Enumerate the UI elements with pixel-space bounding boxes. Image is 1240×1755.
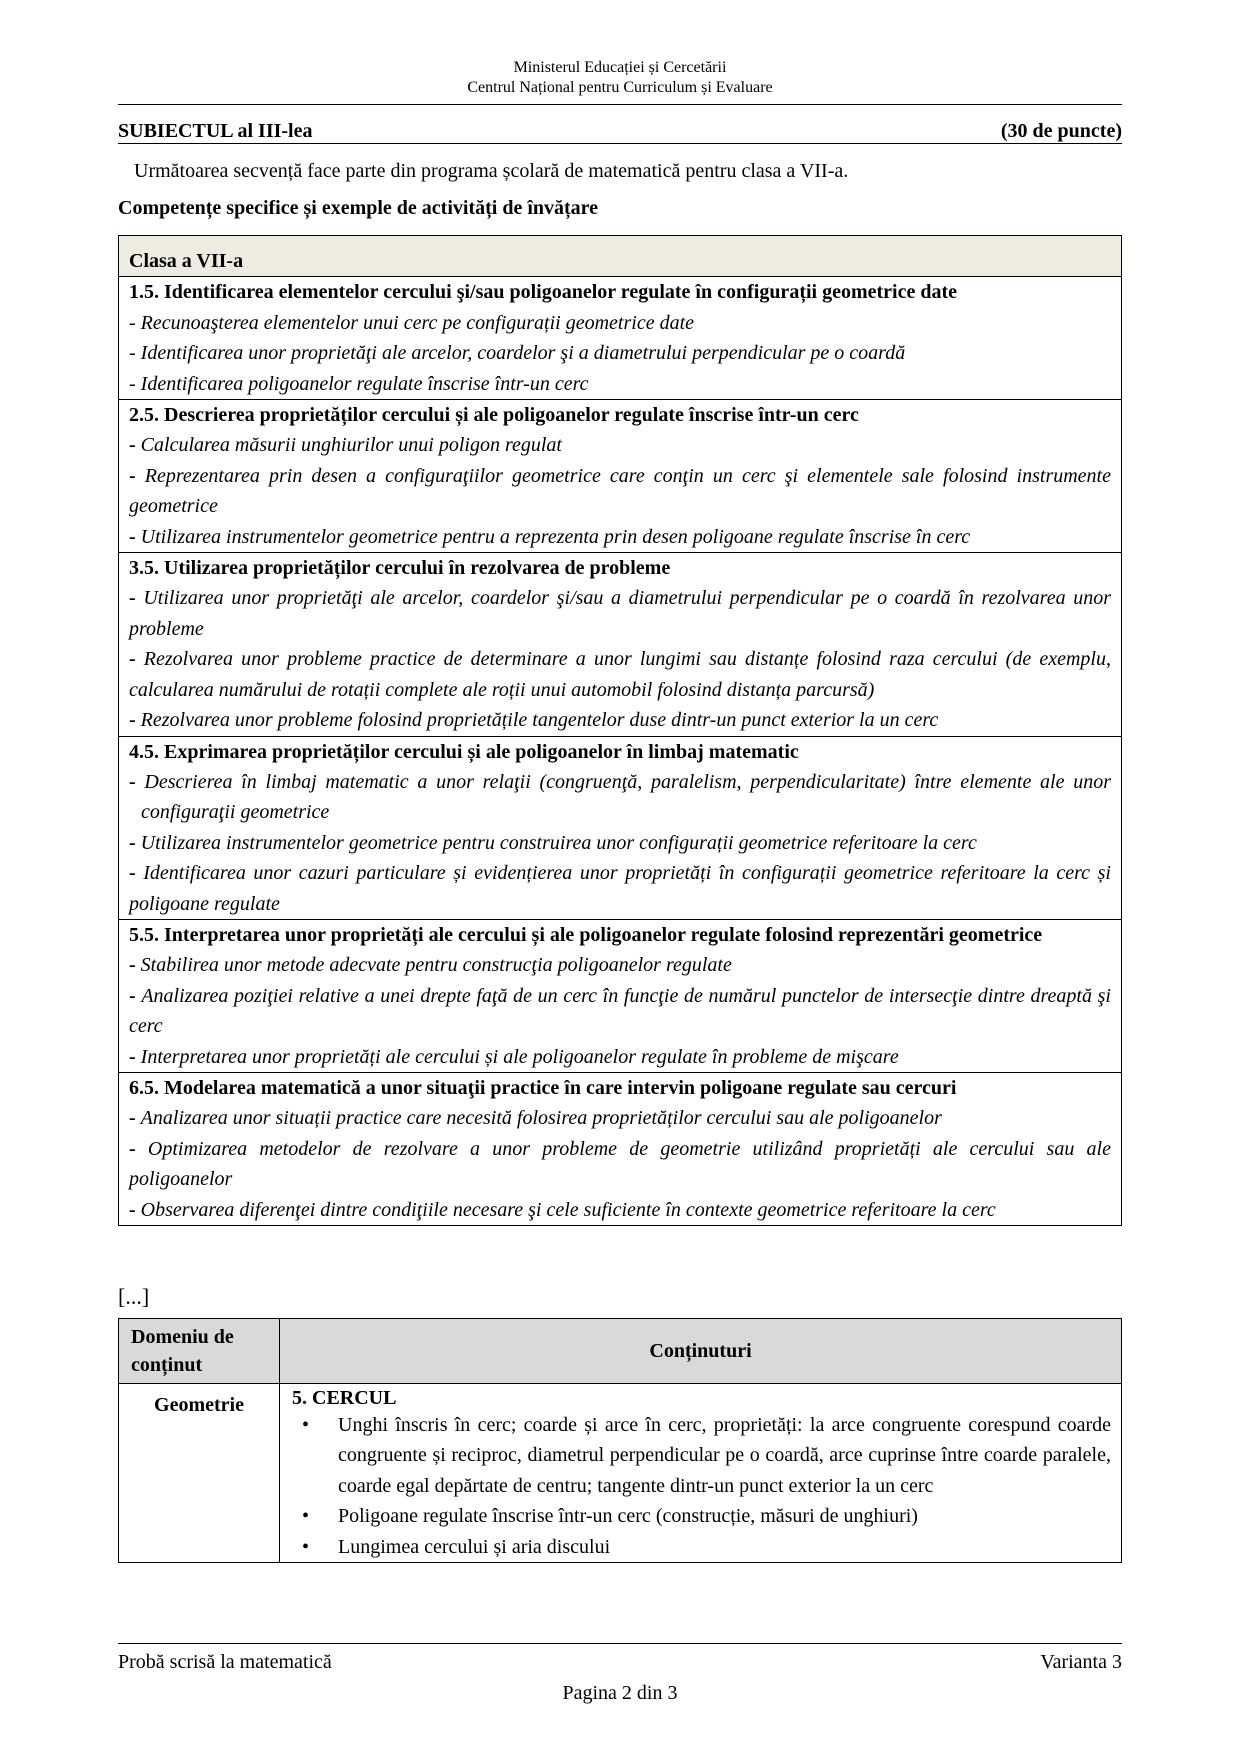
page-number: Pagina 2 din 3 <box>562 1682 678 1704</box>
activity-item: - Calcularea măsurii unghiurilor unui poligon regulat <box>129 434 562 457</box>
competences-title: Competențe specifice și exemple de activități de învățare <box>118 197 599 219</box>
competence-title: 3.5. Utilizarea proprietăților cercului în rezolvarea de probleme <box>129 557 671 580</box>
content-list-item: • Unghi înscris în cerc; coarde și arce în cerc, proprietăți: la arce congruente corespund coarde congruente și reciproc, diametrul perpendicular pe o coardă, arce cuprinse între coarde paralele, coarde egal depărtate de centru; tangente dintr-un punct exterior la un cerc <box>338 1410 1111 1501</box>
activity-item: - Identificarea unor proprietăţi ale arcelor, coardelor şi a diametrului perpendicular pe o coardă <box>129 342 906 365</box>
competence-group <box>119 400 1122 553</box>
activity-item: - Descrierea în limbaj matematic a unor relaţii (congruenţă, paralelism, perpendicularitate) între elemente ale unor configuraţii geometrice <box>129 770 1111 824</box>
activity-item: - Analizarea unor situații practice care necesită folosirea proprietăților cercului sau ale poligoanelor <box>129 1107 942 1130</box>
activity-item: - Observarea diferenţei dintre condiţiile necesare şi cele suficiente în contexte geometrice referitoare la cerc <box>129 1198 996 1221</box>
footer-divider <box>118 1643 1122 1644</box>
page-header <box>118 58 1122 98</box>
subject-title: SUBIECTUL al III-lea <box>118 120 313 142</box>
intro-text: Următoarea secvență face parte din programa școlară de matematică pentru clasa a VII-a. <box>134 160 849 182</box>
activity-item: - Identificarea unor cazuri particulare și evidențierea unor proprietăți în configurații geometrice referitoare la cerc și poligoane regulate <box>129 862 1111 915</box>
competence-title: 6.5. Modelarea matematică a unor situaţii practice în care intervin poligoane regulate sau cercuri <box>129 1076 957 1099</box>
competences-table-header: Clasa a VII-a <box>119 236 1122 277</box>
competence-group <box>119 736 1122 919</box>
activity-item: - Analizarea poziţiei relative a unei drepte faţă de un cerc în funcţie de numărul punctelor de intersecţie dintre dreaptă şi cerc <box>129 984 1111 1038</box>
header-divider <box>118 104 1122 105</box>
content-list <box>292 1410 1111 1562</box>
content-domain: Geometrie <box>119 1384 280 1563</box>
content-section-title: 5. CERCUL <box>292 1387 397 1409</box>
content-table <box>118 1318 1122 1563</box>
footer-exam-name: Probă scrisă la matematică <box>118 1651 332 1673</box>
subject-heading <box>118 119 1122 144</box>
competence-title: 4.5. Exprimarea proprietăților cercului și ale poligoanelor în limbaj matematic <box>129 740 799 763</box>
footer-variant: Varianta 3 <box>1040 1651 1122 1673</box>
content-items-header: Conținuturi <box>280 1319 1122 1384</box>
competence-title: 5.5. Interpretarea unor proprietăți ale cercului și ale poligoanelor regulate folosind reprezentări geometrice <box>129 923 1043 946</box>
activity-item: - Rezolvarea unor probleme folosind proprietățile tangentelor duse dintr-un punct exterior la un cerc <box>129 709 939 732</box>
ministry-name: Ministerul Educației și Cercetării <box>513 59 727 76</box>
activity-item: - Identificarea poligoanelor regulate înscrise într-un cerc <box>129 372 589 395</box>
content-domain-header: Domeniu de conținut <box>119 1319 280 1384</box>
activity-item: - Stabilirea unor metode adecvate pentru construcţia poligoanelor regulate <box>129 954 732 977</box>
competence-title: 2.5. Descrierea proprietăților cercului și ale poligoanelor regulate înscrise într-un cerc <box>129 404 859 427</box>
activity-item: - Rezolvarea unor probleme practice de determinare a unor lungimi sau distanțe folosind raza cercului (de exemplu, calcularea numărului de rotații complete ale roții unui automobil folosind distanța parcursă) <box>129 648 1111 701</box>
competence-group <box>119 919 1122 1072</box>
activity-item: - Utilizarea unor proprietăţi ale arcelor, coardelor şi/sau a diametrului perpendicular pe o coardă în rezolvarea unor probleme <box>129 587 1111 640</box>
content-list-item: • Poligoane regulate înscrise într-un cerc (construcție, măsuri de unghiuri) <box>338 1501 1111 1531</box>
content-list-item: • Lungimea cercului și aria discului <box>338 1532 1111 1562</box>
competence-group <box>119 1072 1122 1225</box>
competences-table <box>118 235 1122 1226</box>
competence-title: 1.5. Identificarea elementelor cercului şi/sau poligoanelor regulate în configurații geometrice date <box>129 281 958 304</box>
activity-item: - Reprezentarea prin desen a configuraţiilor geometrice care conţin un cerc şi elementele sale folosind instrumente geometrice <box>129 464 1111 518</box>
content-body <box>280 1384 1122 1563</box>
competence-group <box>119 277 1122 400</box>
omission-marker: [...] <box>118 1284 150 1309</box>
activity-item: - Utilizarea instrumentelor geometrice pentru construirea unor configurații geometrice referitoare la cerc <box>129 831 977 854</box>
activity-item: - Interpretarea unor proprietăți ale cercului și ale poligoanelor regulate în probleme de mişcare <box>129 1045 899 1068</box>
activity-item: - Utilizarea instrumentelor geometrice pentru a reprezenta prin desen poligoane regulate înscrise în cerc <box>129 525 971 548</box>
competence-group <box>119 553 1122 736</box>
activity-item: - Optimizarea metodelor de rezolvare a unor probleme de geometrie utilizând proprietăți ale cercului sau ale poligoanelor <box>129 1137 1111 1191</box>
activity-item: - Recunoaşterea elementelor unui cerc pe configurații geometrice date <box>129 311 695 334</box>
center-name: Centrul Național pentru Curriculum și Evaluare <box>467 79 773 96</box>
subject-points: (30 de puncte) <box>1000 120 1122 142</box>
